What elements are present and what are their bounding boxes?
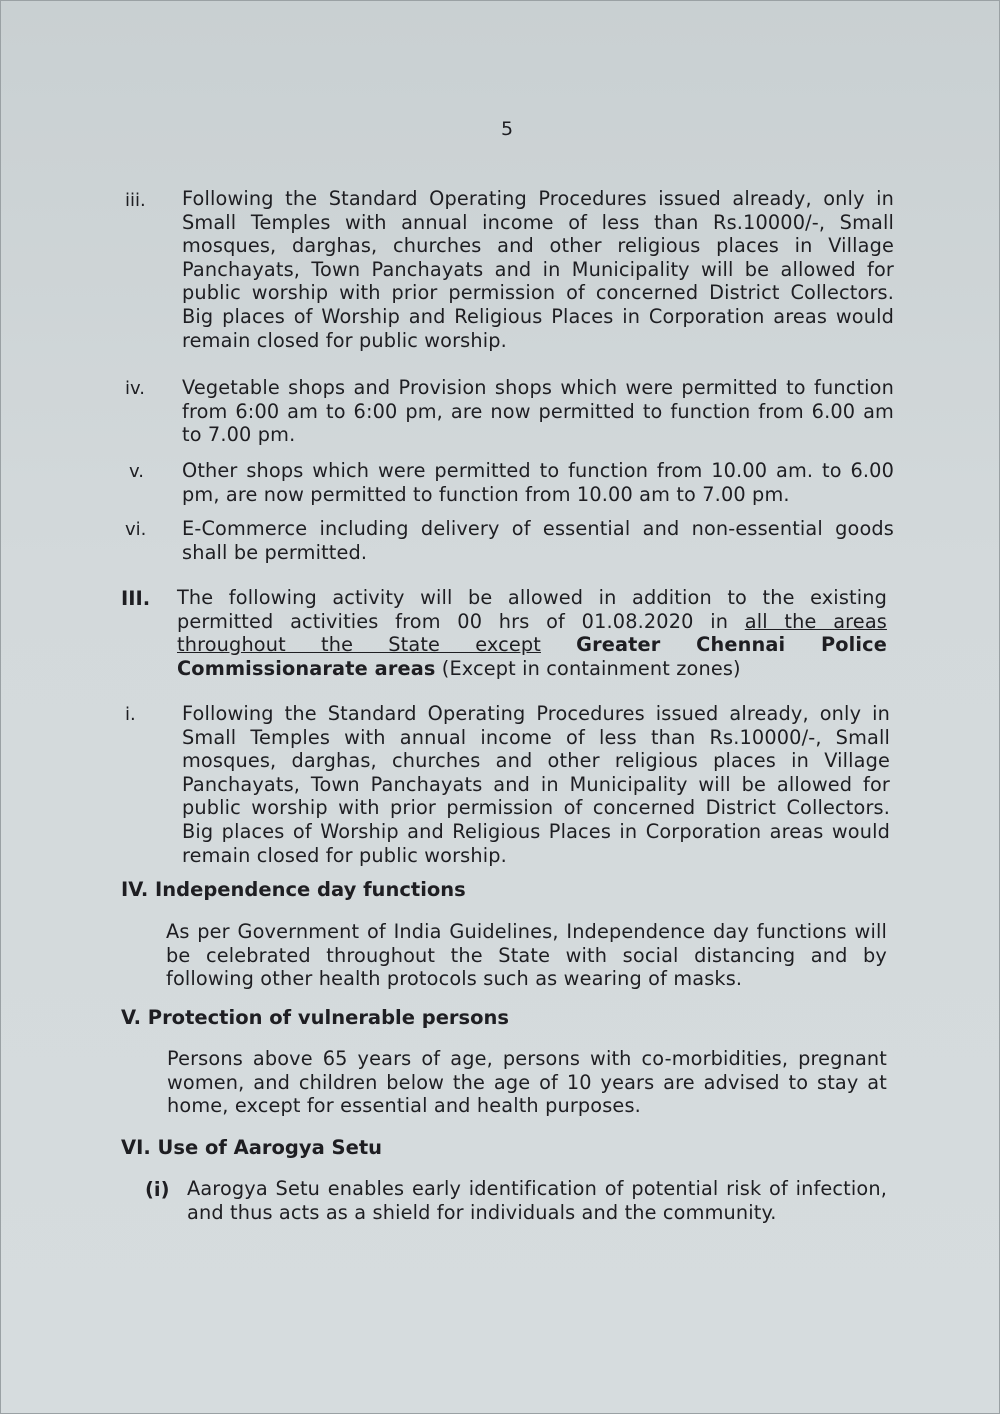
list-item-text: Following the Standard Operating Procedures issued already, only in Small Temples with annual income of less than Rs.10000/-, Small mosques, darghas, churches and other religious places in Village Panchayats, Town Panchayats and in Municipality will be allowed for public worship with prior permission of concerned District Collectors. Big places of Worship and Religious Places in Corporation areas would remain closed for public worship.: [182, 187, 894, 352]
section-iii-intro-lead: The following activity will be allowed in addition to the existing permitted activities from 00 hrs of 01.08.2020 in: [177, 586, 887, 633]
section-iii-intro: [177, 586, 887, 680]
section-vi-heading: VI. Use of Aarogya Setu: [121, 1136, 383, 1159]
list-item-text: Following the Standard Operating Procedures issued already, only in Small Temples with annual income of less than Rs.10000/-, Small mosques, darghas, churches and other religious places in Village Panchayats, Town Panchayats and in Municipality will be allowed for public worship with prior permission of concerned District Collectors. Big places of Worship and Religious Places in Corporation areas would remain closed for public worship.: [182, 702, 890, 867]
list-item-label: (i): [145, 1178, 170, 1201]
list-item-text: Other shops which were permitted to function from 10.00 am. to 6.00 pm, are now permitted to function from 10.00 am to 7.00 pm.: [182, 459, 894, 506]
list-item-label: v.: [129, 461, 144, 482]
section-numeral: III.: [121, 587, 151, 610]
page-number: 5: [501, 118, 514, 140]
list-item-label: i.: [125, 704, 136, 725]
list-item-label: iii.: [125, 190, 146, 211]
list-item-label: vi.: [125, 519, 147, 540]
list-item-text: E-Commerce including delivery of essential and non-essential goods shall be permitted.: [182, 517, 894, 564]
list-item-text: Aarogya Setu enables early identification of potential risk of infection, and thus acts as a shield for individuals and the community.: [187, 1177, 887, 1224]
section-v-heading: V. Protection of vulnerable persons: [121, 1006, 510, 1029]
section-iv-text: As per Government of India Guidelines, Independence day functions will be celebrated throughout the State with social distancing and by following other health protocols such as wearing of masks.: [166, 920, 887, 991]
section-iii-intro-bold: Greater Chennai Police Commissionarate areas: [177, 633, 887, 680]
section-iv-heading: IV. Independence day functions: [121, 878, 466, 901]
list-item-label: iv.: [125, 378, 145, 399]
section-iii-intro-underlined: all the areas throughout the State except: [177, 609, 887, 657]
section-iii-intro-tail: (Except in containment zones): [441, 656, 741, 680]
section-v-text: Persons above 65 years of age, persons with co-morbidities, pregnant women, and children below the age of 10 years are advised to stay at home, except for essential and health purposes.: [167, 1047, 887, 1118]
list-item-text: Vegetable shops and Provision shops which were permitted to function from 6:00 am to 6:00 pm, are now permitted to function from 6.00 am to 7.00 pm.: [182, 376, 894, 447]
